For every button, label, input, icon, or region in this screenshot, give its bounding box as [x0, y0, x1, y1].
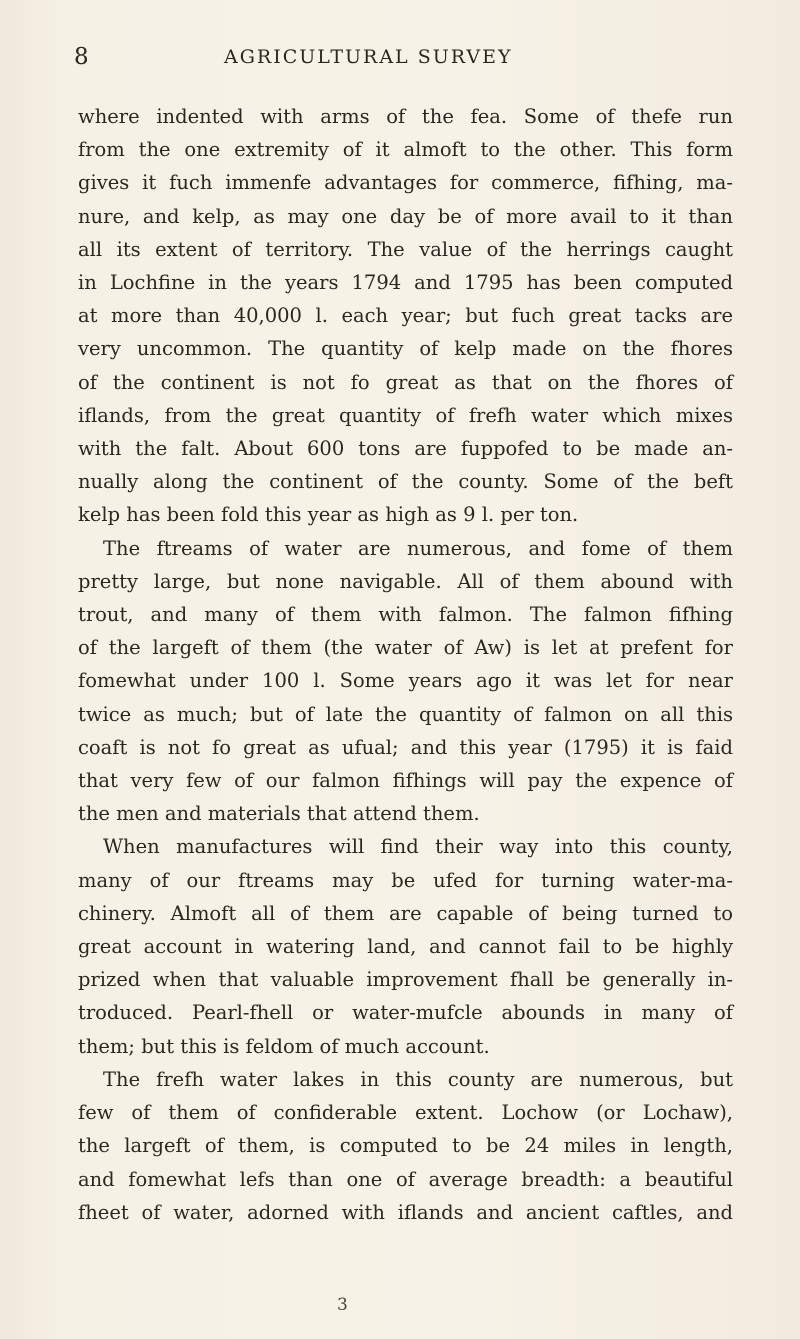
text-line: many of our ftreams may be ufed for turning water-ma-: [78, 868, 733, 892]
text-line: few of them of confiderable extent. Lochow (or Lochaw),: [78, 1101, 733, 1125]
text-line: very uncommon. The quantity of kelp made on the fhores: [78, 337, 733, 361]
text-line: from the one extremity of it almoft to the other. This form: [78, 138, 733, 162]
text-line: and fomewhat lefs than one of average breadth: a beautiful: [78, 1167, 733, 1191]
paragraph-coast: [78, 100, 733, 532]
text-line: trout, and many of them with falmon. The falmon fifhing: [78, 603, 733, 627]
text-line: fheet of water, adorned with iflands and ancient caftles, and: [78, 1200, 733, 1224]
text-line: that very few of our falmon fifhings will pay the expence of: [78, 769, 733, 793]
text-line: gives it fuch immenfe advantages for commerce, fifhing, ma-: [78, 171, 733, 195]
text-line: fomewhat under 100 l. Some years ago it was let for near: [78, 669, 733, 693]
paragraph-streams: [78, 532, 733, 831]
paragraph-manufactures: [78, 830, 733, 1062]
text-line: them; but this is feldom of much account.: [78, 1034, 490, 1058]
page-number: 8: [74, 44, 89, 70]
text-line: the largeft of them, is computed to be 24 miles in length,: [78, 1134, 733, 1158]
text-line: nure, and kelp, as may one day be of more avail to it than: [78, 204, 733, 228]
text-line: iflands, from the great quantity of frefh water which mixes: [78, 403, 733, 427]
text-line: all its extent of territory. The value of the herrings caught: [78, 237, 733, 261]
text-line: chinery. Almoft all of them are capable of being turned to: [78, 901, 733, 925]
text-line: twice as much; but of late the quantity of falmon on all this: [78, 702, 733, 726]
text-line: nually along the continent of the county. Some of the beft: [78, 470, 733, 494]
page-header: [74, 44, 734, 78]
body-text: [78, 100, 733, 1229]
text-line: When manufactures will find their way into this county,: [103, 835, 733, 859]
text-line: at more than 40,000 l. each year; but fuch great tacks are: [78, 304, 733, 328]
text-line: coaft is not fo great as ufual; and this year (1795) it is faid: [78, 735, 733, 759]
text-line: kelp has been fold this year as high as 9 l. per ton.: [78, 503, 579, 527]
signature-mark: 3: [337, 1295, 348, 1315]
paragraph-lakes: [78, 1063, 733, 1229]
running-head: AGRICULTURAL SURVEY: [224, 46, 513, 68]
text-line: where indented with arms of the fea. Some of thefe run: [78, 105, 733, 128]
text-line: in Lochfine in the years 1794 and 1795 has been computed: [78, 271, 733, 295]
text-line: of the largeft of them (the water of Aw) is let at prefent for: [78, 636, 733, 660]
text-line: pretty large, but none navigable. All of them abound with: [78, 569, 733, 593]
text-line: great account in watering land, and cannot fail to be highly: [78, 935, 733, 959]
text-line: The ftreams of water are numerous, and fome of them: [103, 536, 733, 560]
text-line: with the falt. About 600 tons are fuppofed to be made an-: [78, 437, 733, 461]
text-line: of the continent is not fo great as that on the fhores of: [78, 370, 733, 394]
text-line: troduced. Pearl-fhell or water-mufcle abounds in many of: [78, 1001, 733, 1025]
text-line: The frefh water lakes in this county are numerous, but: [103, 1067, 733, 1091]
text-line: the men and materials that attend them.: [78, 802, 480, 826]
text-line: prized when that valuable improvement fhall be generally in-: [78, 968, 733, 992]
